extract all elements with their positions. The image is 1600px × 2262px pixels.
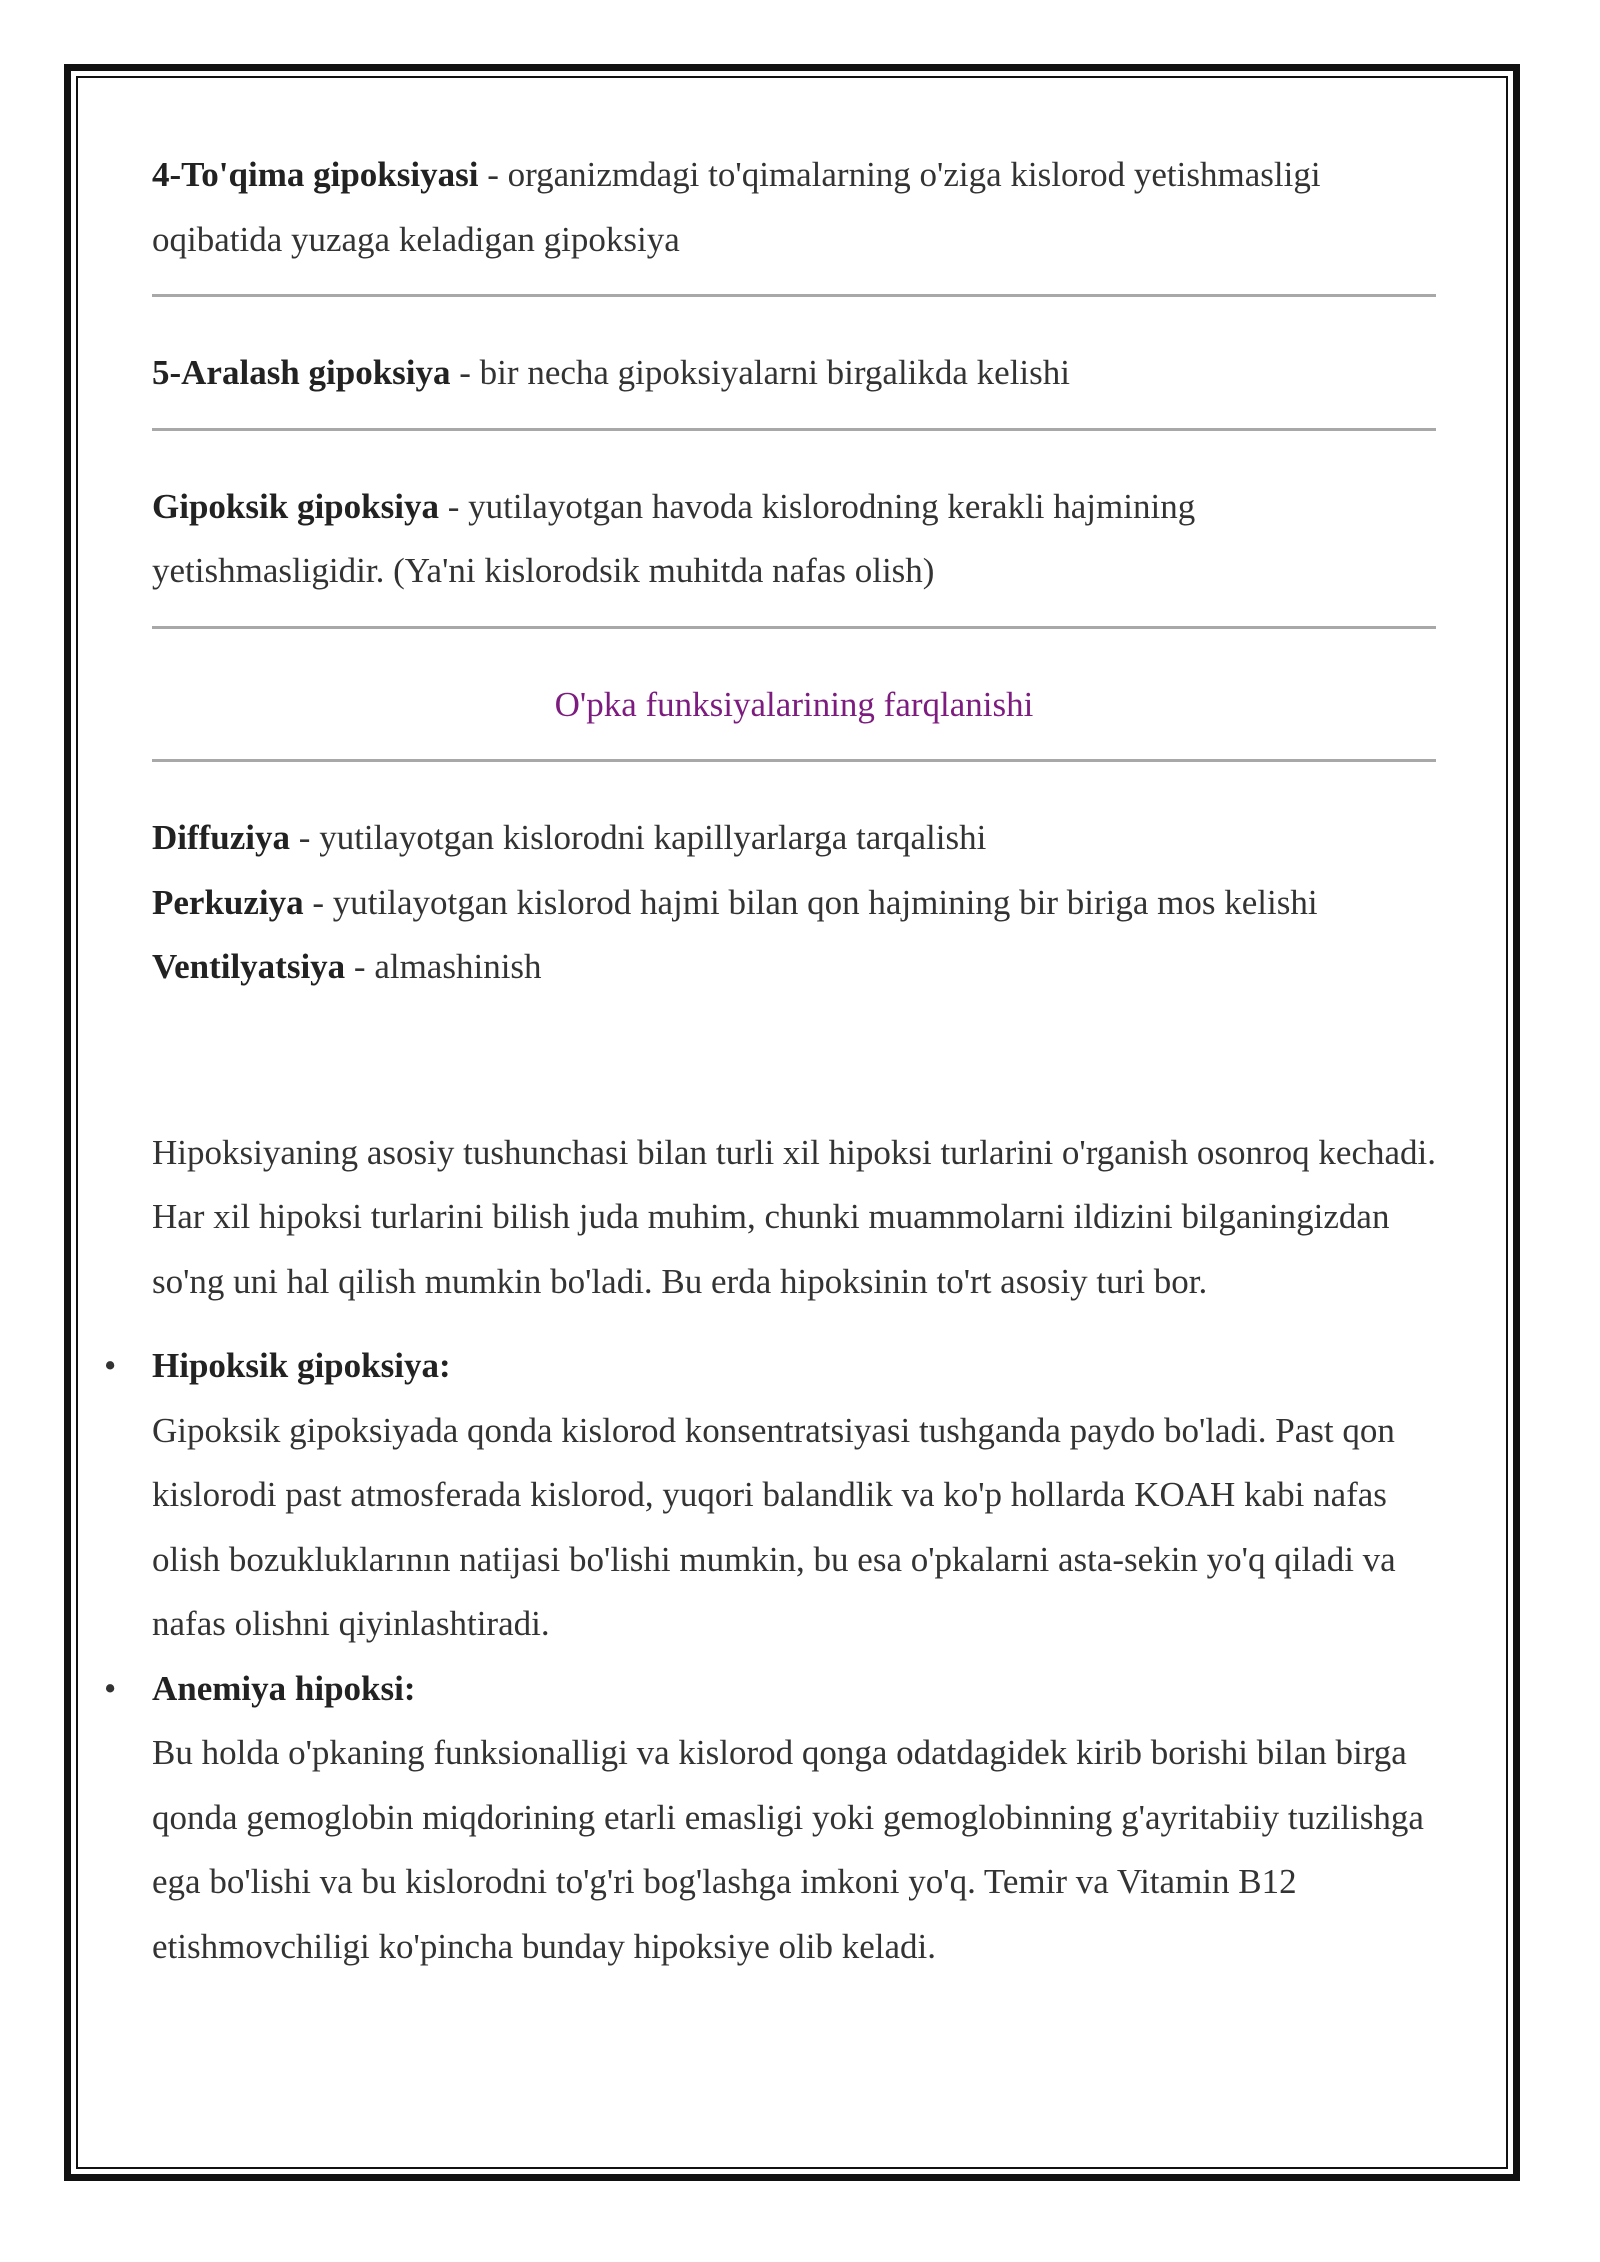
- bullet-dot-icon: •: [104, 1346, 117, 1385]
- hypoxia-types-list: [104, 1334, 1436, 1979]
- definition-text: - organizmdagi to'qimalarning o'ziga kislorod yetishmasligi oqibatida yuzaga keladigan gipoksiya: [152, 155, 1321, 259]
- lung-functions-list: [152, 806, 1436, 1000]
- list-item: [104, 1657, 1436, 1980]
- definition-aralash-gipoksiya: [152, 341, 1436, 406]
- function-text: - yutilayotgan kislorod hajmi bilan qon hajmining bir biriga mos kelishi: [303, 882, 1318, 922]
- document-body: [104, 143, 1436, 1979]
- bullet-dot-icon: •: [104, 1668, 117, 1708]
- definition-text: - yutilayotgan havoda kislorodning kerakli hajmining yetishmasligidir. (Ya'ni kislorodsik muhitda nafas olish): [152, 486, 1196, 590]
- function-text: - yutilayotgan kislorodni kapillyarlarga tarqalishi: [290, 818, 987, 857]
- type-title: Hipoksik gipoksiya:: [152, 1346, 451, 1385]
- blank-space: [152, 1000, 1436, 1121]
- definition-term: 5-Aralash gipoksiya: [152, 353, 451, 392]
- function-ventilyatsiya: [152, 935, 1436, 1000]
- type-body: Bu holda o'pkaning funksionalligi va kislorod qonga odatdagidek kirib borishi bilan birga qonda gemoglobin miqdorining etarli emasligi yoki gemoglobinning g'ayritabiiy tuzilishga ega bo'lishi va bu kislorodni to'g'ri bog'lashga imkoni yo'q. Temir va Vitamin B12 etishmovchiligi ko'pincha bunday hipoksiye olib keladi.: [152, 1733, 1424, 1966]
- separator-line: [152, 626, 1436, 629]
- function-term: Perkuziya: [152, 882, 304, 922]
- separator-line: [152, 759, 1436, 762]
- definition-text: - bir necha gipoksiyalarni birgalikda kelishi: [450, 353, 1071, 392]
- definition-term: Gipoksik gipoksiya: [152, 486, 439, 526]
- separator-line: [152, 428, 1436, 431]
- function-text: - almashinish: [345, 947, 542, 986]
- type-title: Anemiya hipoksi:: [152, 1668, 416, 1708]
- definition-gipoksik-gipoksiya: [152, 475, 1436, 604]
- intro-paragraph: Hipoksiyaning asosiy tushunchasi bilan turli xil hipoksi turlarini o'rganish osonroq kechadi. Har xil hipoksi turlarini bilish juda muhim, chunki muammolarni ildizini bilganingizdan so'ng uni hal qilish mumkin bo'ladi. Bu erda hipoksinin to'rt asosiy turi bor.: [152, 1132, 1436, 1301]
- function-term: Ventilyatsiya: [152, 947, 346, 986]
- function-term: Diffuziya: [152, 818, 291, 857]
- function-diffuziya: [152, 806, 1436, 871]
- type-body: Gipoksik gipoksiyada qonda kislorod konsentratsiyasi tushganda paydo bo'ladi. Past qon kislorodi past atmosferada kislorod, yuqori balandlik va ko'p hollarda KOAH kabi nafas olish bozukluklarının natijasi bo'lishi mumkin, bu esa o'pkalarni asta-sekin yo'q qiladi va nafas olishni qiyinlashtiradi.: [152, 1410, 1396, 1643]
- definition-term: 4-To'qima gipoksiyasi: [152, 155, 479, 194]
- function-perkuziya: [152, 871, 1436, 936]
- list-item: [104, 1334, 1436, 1657]
- definition-to-qima-gipoksiyasi: [152, 143, 1436, 272]
- separator-line: [152, 294, 1436, 297]
- section-title: O'pka funksiyalarining farqlanishi: [554, 684, 1034, 724]
